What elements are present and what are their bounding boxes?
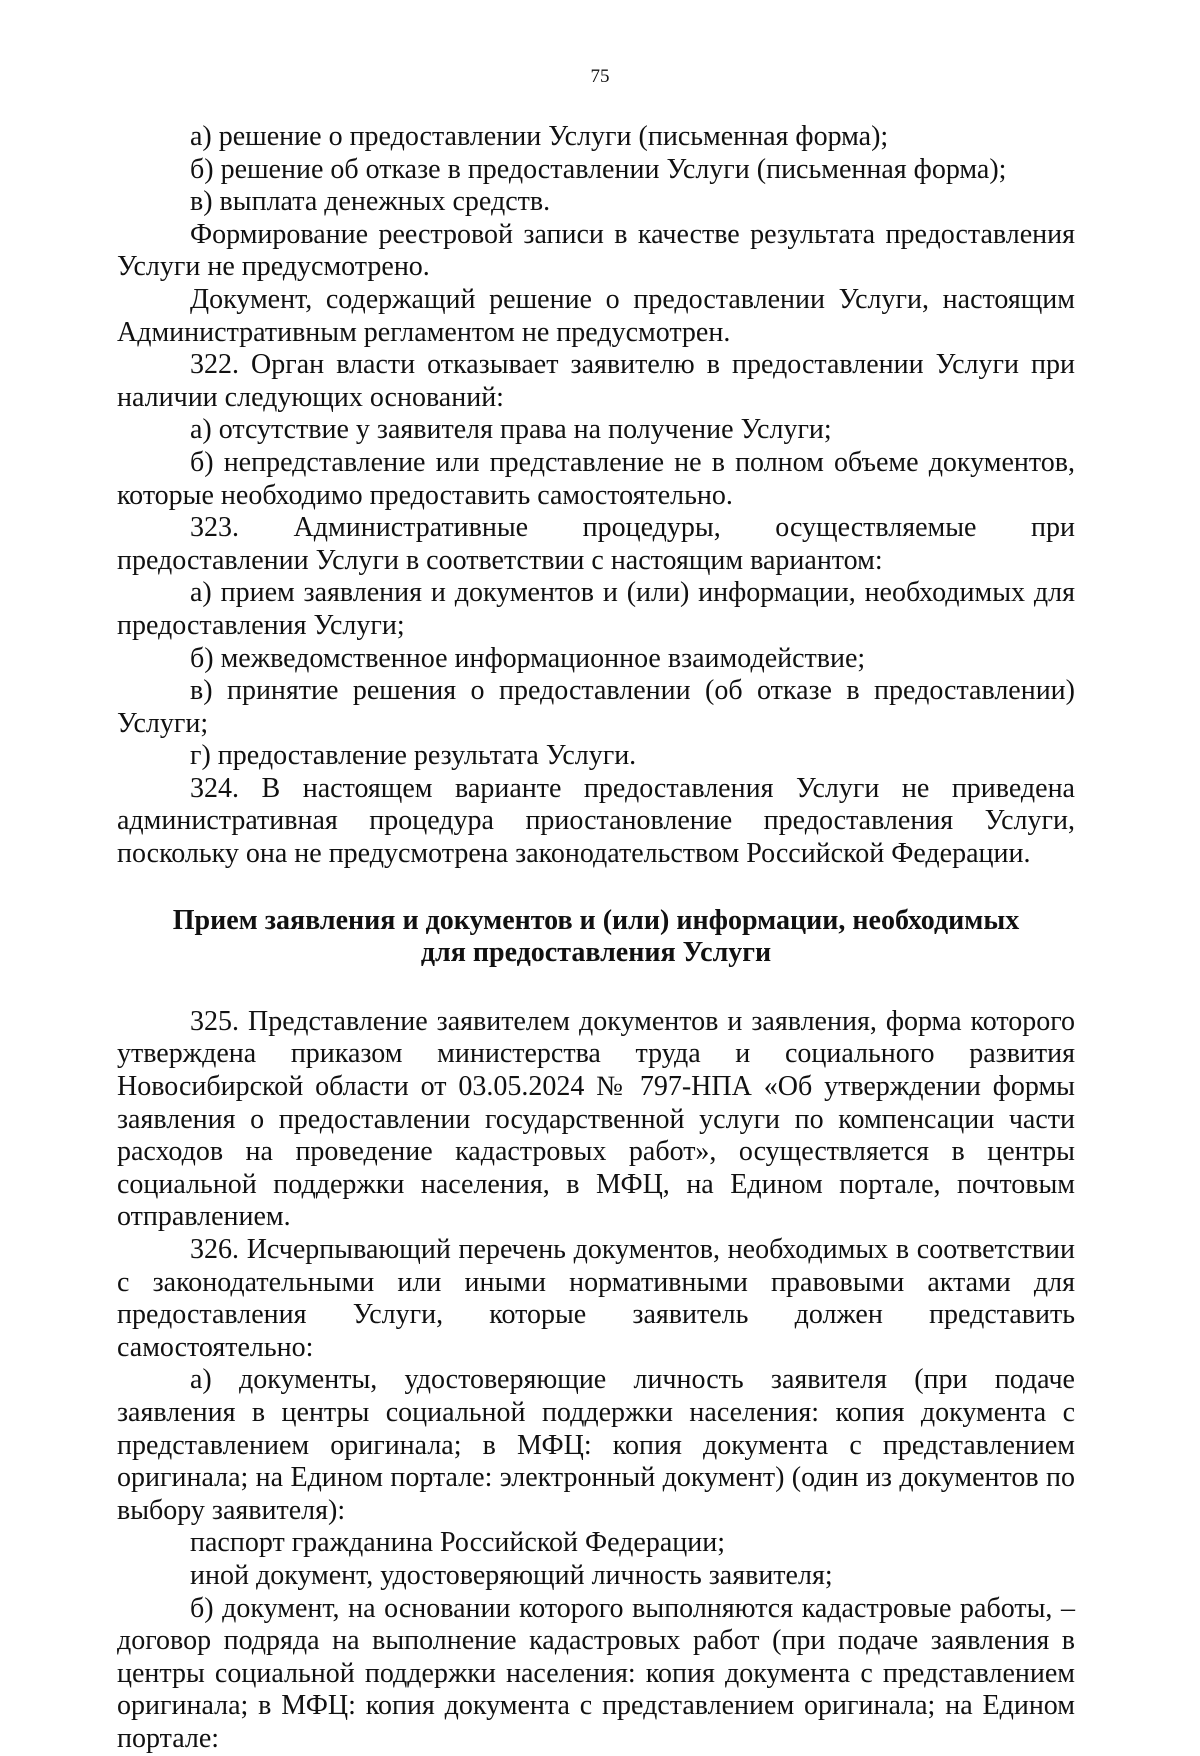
- paragraph-registry-record: Формирование реестровой записи в качестве результата предоставления Услуги не предусмотрено.: [117, 218, 1075, 283]
- paragraph-323-c: в) принятие решения о предоставлении (об отказе в предоставлении) Услуги;: [117, 675, 1075, 739]
- paragraph-326-b: б) документ, на основании которого выполняются кадастровые работы, – договор подряда на выполнение кадастровых работ (при подаче заявления в центры социальной поддержки населения: копия документа с представлением оригинала; в МФЦ: копия документа с представлением оригинала; на Едином портале:: [117, 1592, 1075, 1754]
- paragraph-passport: паспорт гражданина Российской Федерации;: [190, 1527, 726, 1559]
- paragraph-322-a: а) отсутствие у заявителя права на получение Услуги;: [190, 414, 832, 446]
- page-number: 75: [590, 66, 610, 87]
- paragraph-326-a: а) документы, удостоверяющие личность заявителя (при подаче заявления в центры социальной поддержки населения: копия документа с представлением оригинала; в МФЦ: копия документа с представлением оригинала; на Едином портале: электронный документ) (один из документов по выбору заявителя):: [117, 1364, 1075, 1526]
- paragraph-323-a: а) прием заявления и документов и (или) информации, необходимых для предоставления Услуги;: [117, 577, 1075, 641]
- section-heading: Прием заявления и документов и (или) информации, необходимых для предоставления Услуги: [172, 904, 1020, 969]
- paragraph-325: 325. Представление заявителем документов и заявления, форма которого утверждена приказом министерства труда и социального развития Новосибирской области от 03.05.2024 № 797-НПА «Об утверждении формы заявления о предоставлении государственной услуги по компенсации части расходов на проведение кадастровых работ», осуществляется в центры социальной поддержки населения, в МФЦ, на Едином портале, почтовым отправлением.: [117, 1005, 1075, 1233]
- paragraph-item-c-payment: в) выплата денежных средств.: [190, 186, 551, 218]
- paragraph-323: 323. Административные процедуры, осуществляемые при предоставлении Услуги в соответствии с настоящим вариантом:: [117, 512, 1075, 576]
- paragraph-326: 326. Исчерпывающий перечень документов, необходимых в соответствии с законодательными или иными нормативными правовыми актами для предоставления Услуги, которые заявитель должен представить самостоятельно:: [117, 1234, 1075, 1363]
- paragraph-324: 324. В настоящем варианте предоставления Услуги не приведена административная процедура приостановление предоставления Услуги, поскольку она не предусмотрена законодательством Российской Федерации.: [117, 772, 1075, 870]
- paragraph-323-d: г) предоставление результата Услуги.: [190, 740, 637, 772]
- paragraph-other-id: иной документ, удостоверяющий личность заявителя;: [190, 1559, 833, 1591]
- paragraph-323-b: б) межведомственное информационное взаимодействие;: [190, 642, 866, 674]
- paragraph-item-a-decision: а) решение о предоставлении Услуги (письменная форма);: [190, 121, 889, 152]
- document-body: [117, 121, 1075, 1756]
- paragraph-322: 322. Орган власти отказывает заявителю в предоставлении Услуги при наличии следующих оснований:: [117, 349, 1075, 413]
- paragraph-item-b-refusal: б) решение об отказе в предоставлении Услуги (письменная форма);: [190, 153, 1007, 185]
- paragraph-322-b: б) непредставление или представление не в полном объеме документов, которые необходимо предоставить самостоятельно.: [117, 446, 1075, 511]
- paragraph-decision-document: Документ, содержащий решение о предоставлении Услуги, настоящим Административным регламентом не предусмотрен.: [117, 283, 1075, 348]
